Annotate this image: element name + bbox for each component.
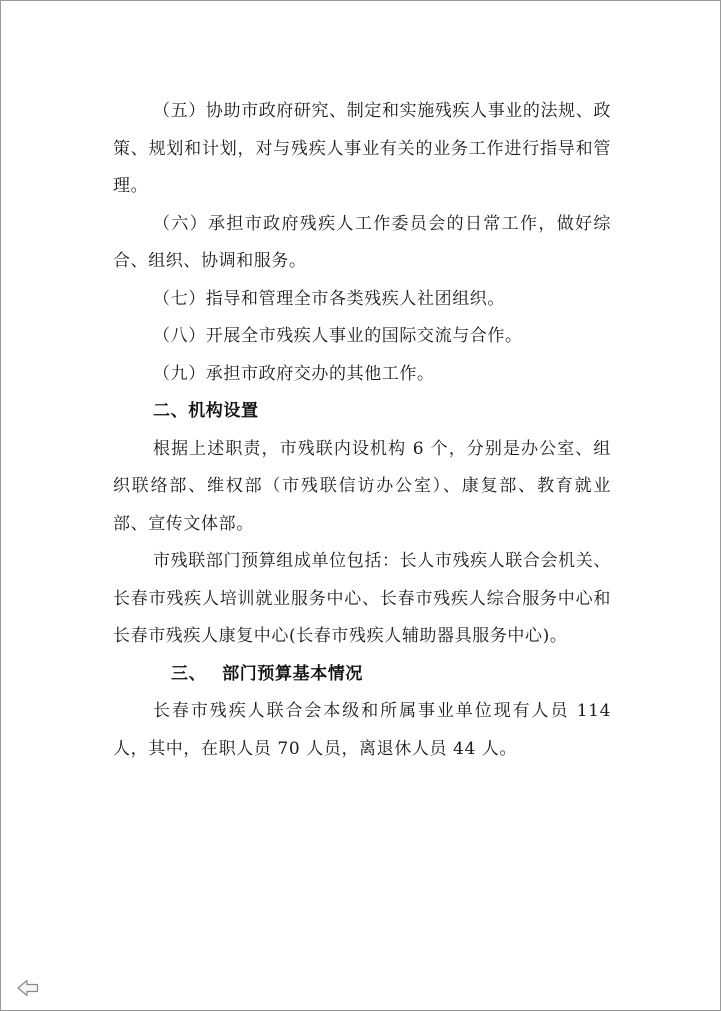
paragraph-staff-count: 长春市残疾人联合会本级和所属事业单位现有人员 114 人，其中，在职人员 70 人员，离退休人员 44 人。: [113, 701, 611, 759]
back-arrow-icon[interactable]: [17, 979, 39, 997]
document-body: [113, 93, 611, 768]
paragraph-departments: 根据上述职责，市残联内设机构 6 个，分别是办公室、组织联络部、维权部（市残联信访办公室）、康复部、教育就业部、宣传文体部。: [113, 438, 611, 534]
paragraph-item-9: （九）承担市政府交办的其他工作。: [153, 363, 435, 384]
paragraph-item-8: （八）开展全市残疾人事业的国际交流与合作。: [153, 326, 523, 346]
section-heading-text: 部门预算基本情况: [222, 663, 364, 684]
paragraph-item-5: （五）协助市政府研究、制定和实施残疾人事业的法规、政策、规划和计划，对与残疾人事业有关的业务工作进行指导和管理。: [113, 101, 611, 196]
paragraph-item-7: （七）指导和管理全市各类残疾人社团组织。: [153, 288, 505, 309]
section-heading-budget: [113, 656, 611, 694]
paragraph-budget-units: 市残联部门预算组成单位包括：长人市残疾人联合会机关、长春市残疾人培训就业服务中心、长春市残疾人综合服务中心和长春市残疾人康复中心(长春市残疾人辅助器具服务中心)。: [113, 551, 611, 646]
section-heading-organization: 二、机构设置: [153, 401, 259, 421]
section-heading-number: 三、: [171, 663, 207, 684]
paragraph-item-6: （六）承担市政府残疾人工作委员会的日常工作，做好综合、组织、协调和服务。: [113, 213, 611, 271]
